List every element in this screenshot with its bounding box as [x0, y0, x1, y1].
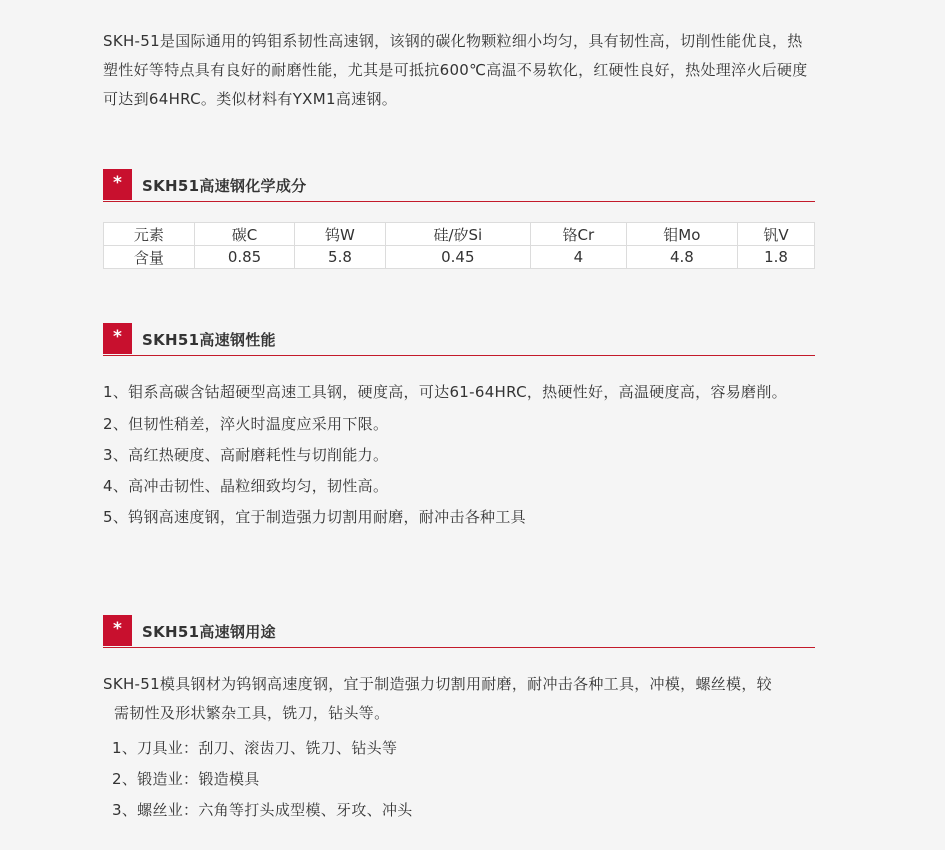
usage-section-header	[103, 615, 815, 648]
performance-section-title: SKH51高速钢性能	[142, 331, 276, 349]
list-item: 3、螺丝业：六角等打头成型模、牙攻、冲头	[112, 801, 413, 819]
star-marker-icon: *	[103, 323, 132, 354]
list-item: 3、高红热硬度、高耐磨耗性与切削能力。	[103, 446, 389, 464]
header-cell-element: 元素	[104, 223, 195, 246]
usage-intro-line-1: SKH-51模具钢材为钨钢高速度钢，宜于制造强力切割用耐磨，耐冲击各种工具，冲模，螺丝模，较	[103, 675, 772, 693]
value-cell-tungsten: 5.8	[295, 246, 385, 269]
performance-list	[103, 378, 815, 533]
intro-paragraph: SKH-51是国际通用的钨钼系韧性高速钢，该钢的碳化物颗粒细小均匀，具有韧性高，切削性能优良，热塑性好等特点具有良好的耐磨性能，尤其是可抵抗600℃高温不易软化，红硬性良好，热处理淬火后硬度可达到64HRC。类似材料有YXM1高速钢。	[103, 32, 808, 108]
list-item: 4、高冲击韧性、晶粒细致均匀，韧性高。	[103, 477, 389, 495]
list-item: 1、刀具业：刮刀、滚齿刀、铣刀、钻头等	[112, 739, 398, 757]
list-item: 1、钼系高碳含钴超硬型高速工具钢，硬度高，可达61-64HRC，热硬性好，高温硬度高，容易磨削。	[103, 383, 787, 401]
usage-section-title: SKH51高速钢用途	[142, 623, 276, 641]
composition-header-row	[104, 223, 815, 246]
list-item: 2、但韧性稍差，淬火时温度应采用下限。	[103, 415, 389, 433]
star-marker-icon: *	[103, 615, 132, 646]
value-cell-vanadium: 1.8	[738, 246, 815, 269]
performance-section-header	[103, 323, 815, 356]
value-cell-label: 含量	[104, 246, 195, 269]
list-item: 2、锻造业：锻造模具	[112, 770, 260, 788]
usage-intro-line-2: 需韧性及形状繁杂工具，铣刀，钻头等。	[114, 704, 390, 722]
value-cell-molybdenum: 4.8	[626, 246, 738, 269]
header-cell-carbon: 碳C	[194, 223, 295, 246]
header-cell-silicon: 硅/矽Si	[385, 223, 531, 246]
composition-section-header	[103, 169, 815, 202]
composition-table	[103, 222, 815, 269]
header-cell-tungsten: 钨W	[295, 223, 385, 246]
header-cell-molybdenum: 钼Mo	[626, 223, 738, 246]
usage-paragraph	[103, 670, 815, 728]
usage-list	[112, 733, 824, 826]
value-cell-chromium: 4	[531, 246, 627, 269]
header-cell-chromium: 铬Cr	[531, 223, 627, 246]
star-marker-icon: *	[103, 169, 132, 200]
composition-value-row	[104, 246, 815, 269]
composition-section-title: SKH51高速钢化学成分	[142, 177, 307, 195]
value-cell-carbon: 0.85	[194, 246, 295, 269]
value-cell-silicon: 0.45	[385, 246, 531, 269]
header-cell-vanadium: 钒V	[738, 223, 815, 246]
list-item: 5、钨钢高速度钢，宜于制造强力切割用耐磨，耐冲击各种工具	[103, 508, 526, 526]
